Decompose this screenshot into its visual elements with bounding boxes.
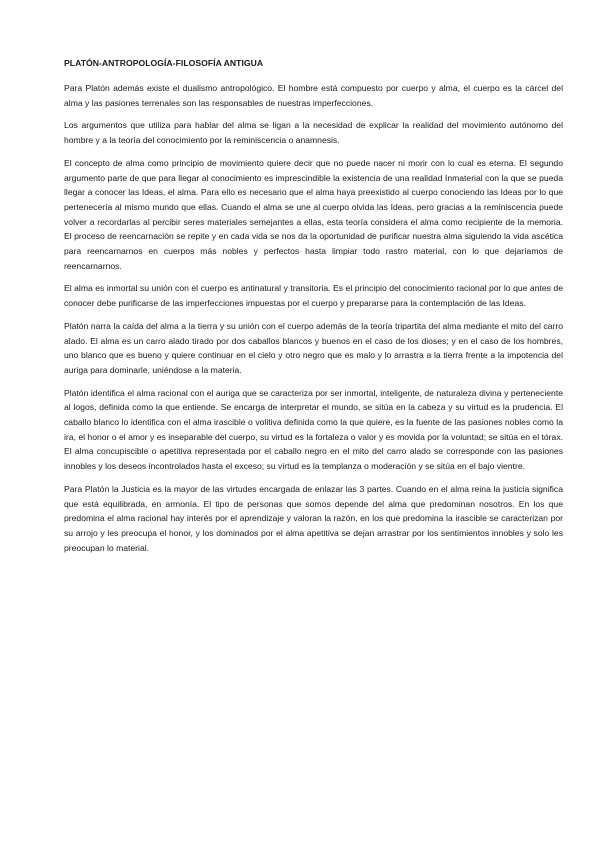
document-body [64,57,563,563]
paragraph-carro-alado: Platón narra la caída del alma a la tierra y su unión con el cuerpo además de la teoría tripartita del alma mediante el mito del carro alado. El alma es un carro alado tirado por dos caballos blancos y buenos en el caso de los dioses; y en el caso de los hombres, uno blanco que es bueno y quiere continuar en el cielo y otro negro que es malo y lo arrastra a la tierra frente a la impotencia del auriga para dominarle, uniéndose a la materia. [64,320,563,375]
paragraph-dualismo: Para Platón además existe el dualismo antropológico. El hombre está compuesto por cuerpo y alma, el cuerpo es la cárcel del alma y las pasiones terrenales son las responsables de nuestras imperfecciones. [64,83,563,108]
document-title: PLATÓN-ANTROPOLOGÍA-FILOSOFÍA ANTIGUA [64,58,264,68]
paragraph-argumentos: Los argumentos que utiliza para hablar del alma se ligan a la necesidad de explicar la realidad del movimiento autónomo del hombre y a la teoría del conocimiento por la reminiscencia o anamnesis. [64,120,563,146]
paragraph-justicia: Para Platón la Justicia es la mayor de las virtudes encargada de enlazar las 3 partes. Cuando en el alma reina la justicia significa que está equilibrada, en armonía. El tipo de personas que somos depende del alma que predominan nosotros. En los que predomina el alma racional hay interés por el aprendizaje y valoran la razón, en los que predomina la irascible se caracterizan por su arrojo y les preocupa el honor, y los dominados por el alma apetitiva se dejan arrastrar por los sentimientos innobles y solo les preocupan lo material. [64,483,563,553]
paragraph-alma-racional: Platón identifica el alma racional con el auriga que se caracteriza por ser inmortal, inteligente, de naturaleza divina y perteneciente al logos, definida como la que entiende. Se encarga de interpretar el mundo, se sitúa en la cabeza y su virtud es la prudencia. El caballo blanco lo identifica con el alma irascible o volitiva definida como la que quiere, es la fuente de las pasiones nobles como la ira, el honor o el amor y es inseparable del cuerpo, su virtud es la fortaleza o valor y es movida por la voluntad; se sitúa en el tórax. El alma concupiscible o apetitiva representada por el caballo negro en el mito del carro alado se corresponde con las pasiones innobles y los deseos incontrolados hasta el exceso; su virtud es la templanza o moderación y se sitúa en el bajo vientre. [64,387,563,472]
paragraph-alma-inmortal: El alma es inmortal su unión con el cuerpo es antinatural y transitoria. Es el principio del conocimiento racional por lo que antes de conocer debe purificarse de las imperfecciones impuestas por el cuerpo y prepararse para la contemplación de las Ideas. [64,283,563,309]
paragraph-concepto-alma: El concepto de alma como principio de movimiento quiere decir que no puede nacer ni morir con lo cual es eterna. El segundo argumento parte de que para llegar al conocimiento es imprescindible la existencia de una realidad Inmaterial con la que se pueda llegar a conocer las Ideas, el alma. Para ello es necesario que el alma haya preexistido al cuerpo conociendo las Ideas por lo que pertenecería al mismo mundo que ellas. Cuando el alma se une al cuerpo olvida las Ideas, pero gracias a la reminiscencia puede volver a recordarlas al percibir seres materiales semejantes a ellas, esta teoría considera el alma como recipiente de la memoria. El proceso de reencarnación se repite y en cada vida se nos da la oportunidad de purificar nuestra alma siguiendo la vida ascética para reencarnarnos en cuerpos más nobles y perfectos hasta limpiar todo rastro material, con lo que dejaríamos de reencarnarnos. [64,157,563,271]
